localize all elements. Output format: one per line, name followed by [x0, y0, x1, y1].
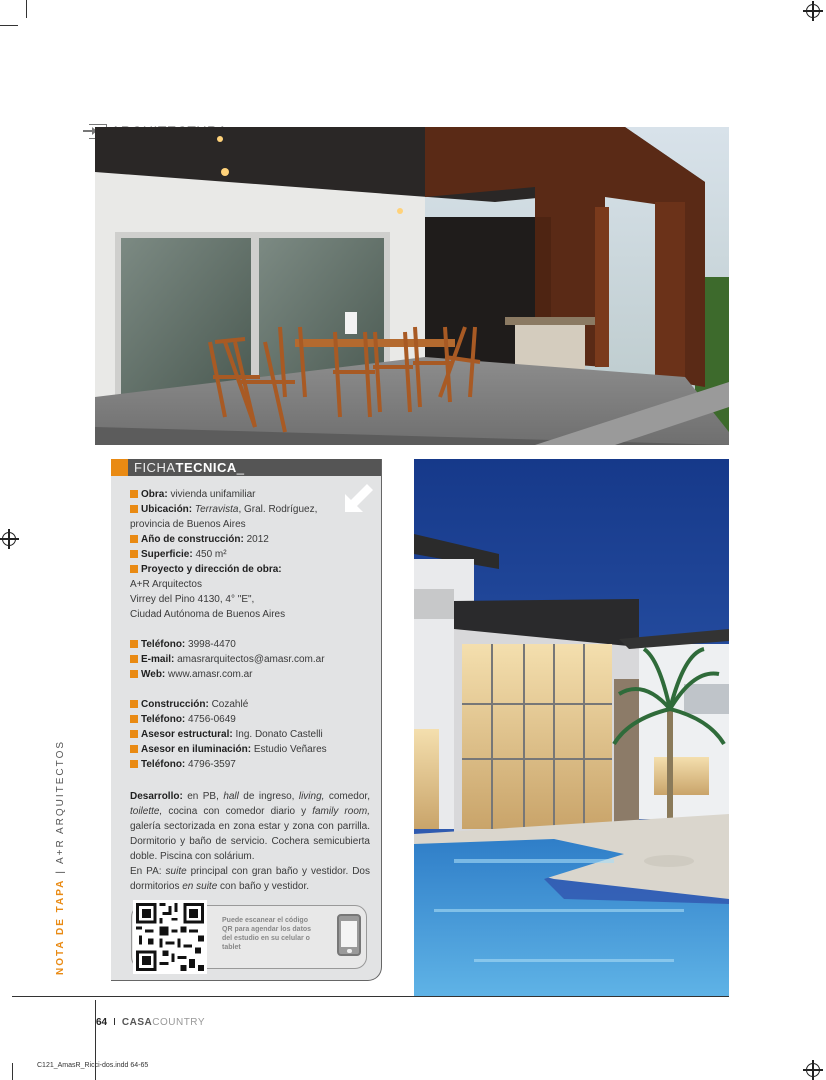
desc-italic: suite	[165, 866, 187, 877]
desc-italic: en suite	[182, 881, 218, 892]
spec-row-obra	[130, 487, 370, 502]
qr-callout	[131, 905, 367, 969]
qr-code[interactable]	[133, 900, 207, 974]
registration-mark-icon	[2, 532, 16, 546]
spec-title-light: FICHA	[134, 460, 176, 475]
terrace-photo	[95, 127, 729, 445]
spec-value: Cozahlé	[211, 699, 249, 710]
spec-value-italic: Terravista	[194, 504, 239, 515]
spec-value: vivienda unifamiliar	[170, 489, 256, 500]
spec-row-asesor-iluminacion	[130, 742, 370, 757]
spine-label	[55, 740, 66, 975]
spec-row-proyecto	[130, 562, 370, 577]
desc-italic: living,	[298, 791, 325, 802]
spec-value: 3998-4470	[188, 639, 236, 650]
spine-separator: |	[55, 868, 66, 874]
pool-house-photo	[414, 459, 729, 996]
registration-mark-icon	[806, 4, 820, 18]
spec-title-suffix: _	[236, 460, 245, 475]
spec-row-asesor-estructural	[130, 727, 370, 742]
spec-label: Teléfono:	[141, 639, 186, 650]
page-footer	[96, 1017, 205, 1028]
spec-sheet	[111, 459, 382, 981]
orange-square-icon	[111, 459, 128, 476]
spec-value: 4756-0649	[188, 714, 236, 725]
desc-text: comedor,	[324, 791, 370, 802]
spec-value: 4796-3597	[188, 759, 236, 770]
spec-label: E-mail:	[141, 654, 175, 665]
spec-row-superficie	[130, 547, 370, 562]
spec-value: Ing. Donato Castelli	[235, 729, 323, 740]
crop-mark	[12, 1063, 13, 1080]
footer-separator: I	[113, 1017, 116, 1028]
spec-list	[130, 487, 370, 772]
qr-instructions: Puede escanear el código QR para agendar los datos del estudio en su celular o tablet	[222, 917, 312, 951]
spec-label: Ubicación:	[141, 504, 193, 515]
email-link[interactable]: amasrarquitectos@amasr.com.ar	[177, 654, 325, 665]
desc-text: con baño y vestidor.	[217, 881, 310, 892]
desc-text: galería sectorizada en zona estar y zona con parrilla. Dormitorio y baño de servicio. Cochera semicubierta doble. Piscina con solárium.	[130, 821, 370, 862]
spec-label: Teléfono:	[141, 714, 186, 725]
desc-text: de ingreso,	[238, 791, 299, 802]
spec-row-proyecto-line: Ciudad Autónoma de Buenos Aires	[130, 609, 286, 620]
spec-label: Asesor estructural:	[141, 729, 233, 740]
spec-label: Web:	[141, 669, 166, 680]
desc-italic: toilette,	[130, 806, 163, 817]
registration-mark-icon	[806, 1063, 820, 1077]
desc-text: en PB,	[182, 791, 224, 802]
spec-row-ubicacion-cont: provincia de Buenos Aires	[130, 519, 246, 530]
desc-label: Desarrollo:	[130, 791, 183, 802]
desc-text: cocina con comedor diario y	[162, 806, 313, 817]
spec-label: Obra:	[141, 489, 168, 500]
spine-studio: A+R ARQUITECTOS	[55, 739, 66, 864]
spec-label: Teléfono:	[141, 759, 186, 770]
spec-row-ubicacion	[130, 502, 370, 517]
spec-label: Año de construcción:	[141, 534, 244, 545]
spec-value: , Gral. Rodríguez,	[238, 504, 318, 515]
spec-row-web	[130, 667, 370, 682]
spec-row-telefono	[130, 637, 370, 652]
desc-text: En PA:	[130, 866, 166, 877]
desc-text: principal con gran baño y vestidor. Dos dormitorios	[130, 866, 370, 892]
spec-label: Asesor en iluminación:	[141, 744, 252, 755]
spec-row-construccion	[130, 697, 370, 712]
spine-section: NOTA DE TAPA	[55, 878, 66, 975]
spec-value: 2012	[246, 534, 269, 545]
spec-row-anio	[130, 532, 370, 547]
spec-value: 450 m²	[195, 549, 227, 560]
magazine-name-bold: CASA	[121, 1017, 153, 1028]
crop-mark	[26, 0, 27, 18]
spec-label: Construcción:	[141, 699, 209, 710]
spec-label: Superficie:	[141, 549, 193, 560]
crop-mark	[0, 25, 18, 26]
spec-row-proyecto-line: Virrey del Pino 4130, 4° "E",	[130, 594, 255, 605]
print-slug: C121_AmasR_Ricci-dos.indd 64-65	[37, 1062, 149, 1069]
spec-value: Estudio Veñares	[253, 744, 327, 755]
spec-sheet-header	[111, 459, 381, 476]
desc-italic: hall	[223, 791, 239, 802]
page-number: 64	[96, 1017, 108, 1028]
spec-row-proyecto-line: A+R Arquitectos	[130, 579, 202, 590]
development-description	[130, 789, 370, 894]
spec-row-telefono3	[130, 757, 370, 772]
smartphone-icon	[337, 914, 361, 956]
spec-row-email	[130, 652, 370, 667]
spec-label: Proyecto y dirección de obra:	[141, 564, 282, 575]
spec-title-bold: TECNICA	[175, 460, 237, 475]
spec-row-telefono2	[130, 712, 370, 727]
footer-rule	[12, 996, 729, 997]
web-link[interactable]: www.amasr.com.ar	[168, 669, 253, 680]
desc-italic: family room,	[312, 806, 370, 817]
magazine-name-light: COUNTRY	[152, 1017, 206, 1028]
